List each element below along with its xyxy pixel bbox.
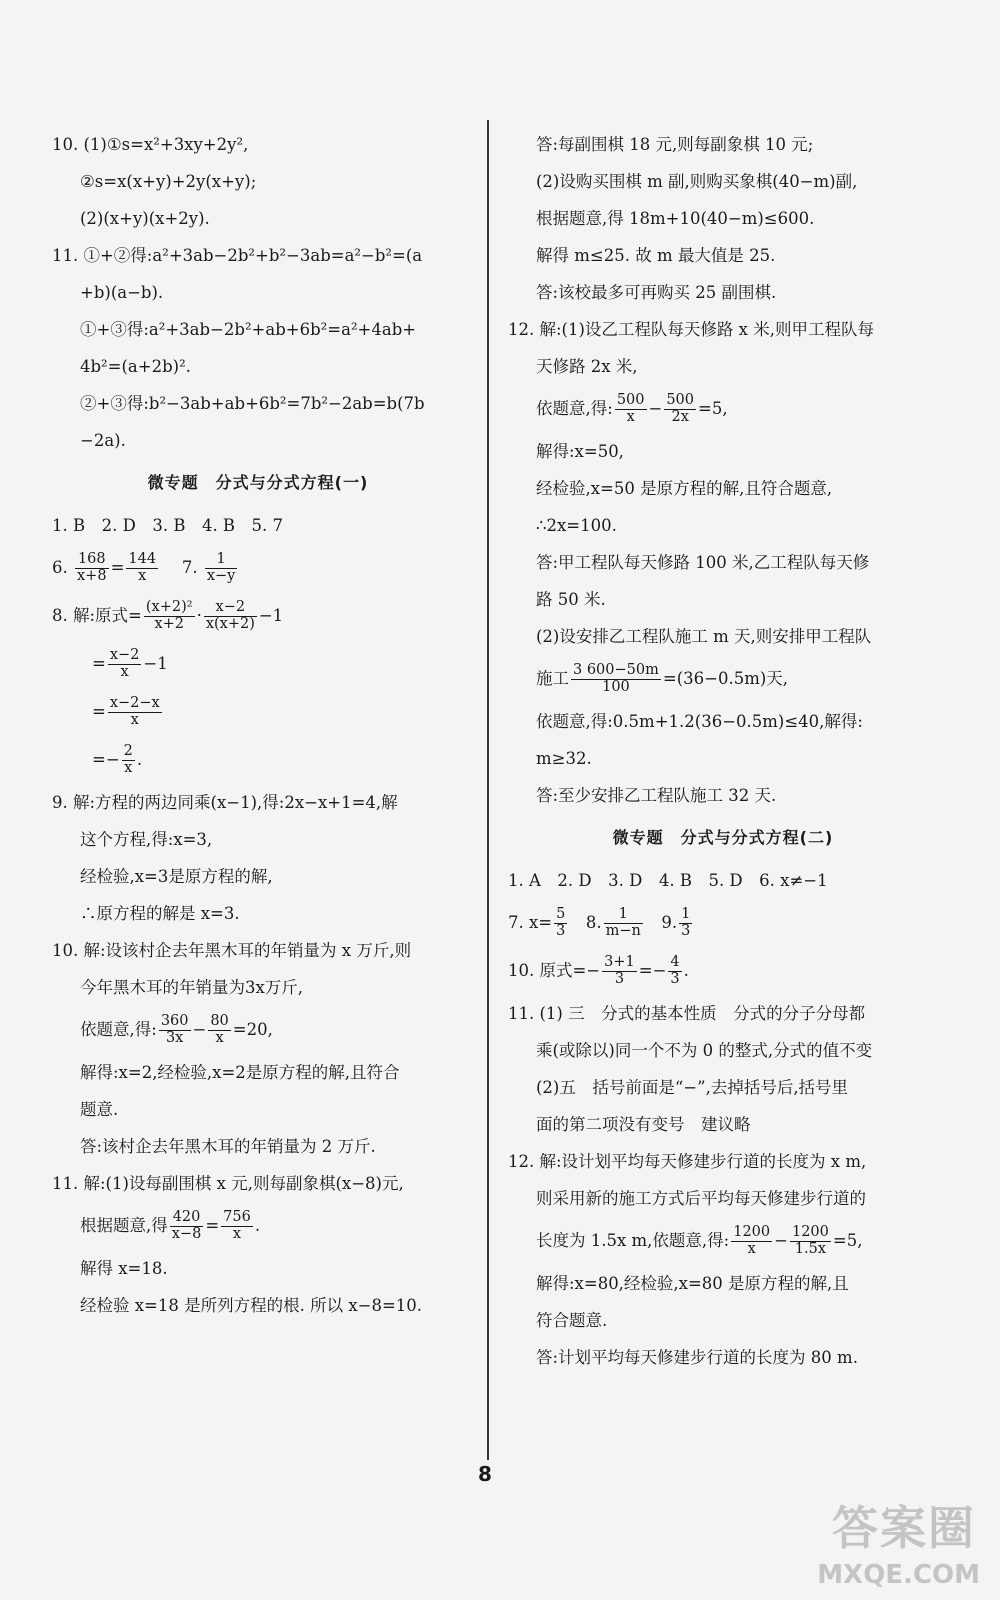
fraction: $\frac{4}{3}$ bbox=[670, 954, 680, 987]
answer-line: ①+③得:a²+3ab−2b²+ab+6b²=a²+4ab+ bbox=[80, 320, 417, 339]
fraction: $\frac{3+1}{3}$ bbox=[604, 954, 635, 987]
answer-line: 12. 解:设计划平均每天修建步行道的长度为 x m, bbox=[508, 1152, 867, 1171]
section-heading: 微专题 分式与分式方程(二) bbox=[612, 828, 834, 847]
answer-line: 答:每副围棋 18 元,则每副象棋 10 元; bbox=[536, 135, 814, 154]
answer-line: 答:甲工程队每天修路 100 米,乙工程队每天修 bbox=[536, 553, 870, 572]
answer-line: m≥32. bbox=[536, 749, 592, 768]
watermark-logo-text: 答案圈 bbox=[832, 1501, 976, 1555]
answer-line: (2)设购买围棋 m 副,则购买象棋(40−m)副, bbox=[536, 172, 858, 191]
fraction: $\frac{5}{3}$ bbox=[556, 906, 566, 939]
fraction: $\frac{1}{3}$ bbox=[681, 906, 691, 939]
fraction: $\frac{500}{x}$ bbox=[616, 392, 645, 425]
fraction: $\frac{1}{x-y}$ bbox=[206, 551, 236, 584]
answer-line: (2)五 括号前面是“−”,去掉括号后,括号里 bbox=[536, 1078, 849, 1097]
answer-line: 依题意,得:0.5m+1.2(36−0.5m)≤40,解得: bbox=[536, 712, 863, 731]
answer-line: 1. B 2. D 3. B 4. B 5. 7 bbox=[52, 516, 284, 535]
fraction: $\frac{\text{(x+2)²}}{x+2}$ bbox=[145, 599, 193, 632]
answer-line-q8-step: = $\frac{x-2-x}{x}$ bbox=[92, 695, 160, 728]
fraction: $\frac{168}{x+8}$ bbox=[77, 551, 107, 584]
answer-line: 路 50 米. bbox=[536, 590, 606, 609]
answer-line: 面的第二项没有变号 建议略 bbox=[536, 1115, 751, 1134]
answer-line-q8-step: = $\frac{x-2}{x}$ −1 bbox=[92, 647, 168, 680]
fraction: $\frac{x-2-x}{x}$ bbox=[109, 695, 160, 728]
answer-line: 经检验,x=3是原方程的解, bbox=[80, 867, 273, 886]
section-heading: 微专题 分式与分式方程(一) bbox=[147, 473, 369, 492]
answer-line: 答:至少安排乙工程队施工 32 天. bbox=[536, 786, 777, 805]
answer-line: 4b²=(a+2b)². bbox=[80, 357, 191, 376]
answer-line-q8-step: =− $\frac{2}{x}$ . bbox=[92, 743, 143, 776]
page-number: 8 bbox=[478, 1462, 492, 1486]
answer-line: 解得 m≤25. 故 m 最大值是 25. bbox=[536, 246, 776, 265]
answer-line: 解得 x=18. bbox=[80, 1259, 168, 1278]
answer-line-q6-q7: 6. $\frac{168}{x+8}$ = $\frac{144}{x}$ 7. $\frac{1}{x-y}$ bbox=[52, 551, 236, 584]
column-divider bbox=[487, 120, 489, 1460]
fraction: $\frac{1200}{x}$ bbox=[733, 1224, 771, 1257]
answer-line: 符合题意. bbox=[536, 1311, 608, 1330]
fraction: $\frac{x-2}{x(x+2)}$ bbox=[205, 599, 255, 632]
question-number: 7. bbox=[181, 558, 198, 577]
answer-line: 题意. bbox=[80, 1100, 119, 1119]
answer-line: 1. A 2. D 3. D 4. B 5. D 6. x≠−1 bbox=[508, 871, 828, 890]
answer-line-r-eq: 7. x= $\frac{5}{3}$ 8. $\frac{1}{m-n}$ 9. $\frac{1}{3}$ bbox=[508, 906, 691, 939]
answer-line: 11. (1) 三 分式的基本性质 分式的分子分母都 bbox=[508, 1004, 866, 1023]
question-number: 6. bbox=[52, 558, 68, 577]
answer-line-q8: 8. 解:原式= $\frac{\text{(x+2)²}}{x+2}$ · $\frac{x-2}{x(x+2)}$ −1 bbox=[52, 599, 284, 632]
answer-line: −2a). bbox=[80, 431, 126, 450]
answer-line: (2)(x+y)(x+2y). bbox=[80, 209, 210, 228]
answer-line: 天修路 2x 米, bbox=[536, 357, 638, 376]
answer-line: 今年黑木耳的年销量为3x万斤, bbox=[80, 978, 304, 997]
watermark-logo bbox=[796, 1484, 986, 1594]
answer-line: 答:计划平均每天修建步行道的长度为 80 m. bbox=[536, 1348, 858, 1367]
answer-line: ②s=x(x+y)+2y(x+y); bbox=[80, 172, 257, 191]
answer-line: 乘(或除以)同一个不为 0 的整式,分式的值不变 bbox=[536, 1041, 873, 1060]
fraction: $\frac{3 600-50m}{100}$ bbox=[573, 662, 659, 695]
answer-line: ∴原方程的解是 x=3. bbox=[80, 904, 240, 923]
answer-line: 答:该村企去年黑木耳的年销量为 2 万斤. bbox=[80, 1137, 376, 1156]
fraction: $\frac{144}{x}$ bbox=[128, 551, 157, 584]
answer-line: 11. 解:(1)设每副围棋 x 元,则每副象棋(x−8)元, bbox=[52, 1174, 404, 1193]
answer-line: 答:该校最多可再购买 25 副围棋. bbox=[536, 283, 777, 302]
answer-line: (2)设安排乙工程队施工 m 天,则安排甲工程队 bbox=[536, 627, 872, 646]
answer-line: 解得:x=2,经检验,x=2是原方程的解,且符合 bbox=[80, 1063, 400, 1082]
fraction: $\frac{80}{x}$ bbox=[210, 1013, 229, 1046]
answer-line: 11. ①+②得:a²+3ab−2b²+b²−3ab=a²−b²=(a bbox=[52, 246, 423, 265]
answer-line: +b)(a−b). bbox=[80, 283, 164, 302]
answer-line: 10. (1)①s=x²+3xy+2y², bbox=[52, 135, 249, 154]
answer-line-r-eq: 长度为 1.5x m,依题意,得: $\frac{1200}{x}$ − $\frac{1200}{1.5x}$ =5, bbox=[536, 1224, 863, 1257]
answer-line: ②+③得:b²−3ab+ab+6b²=7b²−2ab=b(7b bbox=[80, 394, 425, 413]
answer-line: 则采用新的施工方式后平均每天修建步行道的 bbox=[536, 1189, 866, 1208]
fraction: $\frac{420}{x-8}$ bbox=[171, 1209, 202, 1242]
answer-line-q11-eq: 根据题意,得 $\frac{420}{x-8}$ = $\frac{756}{x}$ . bbox=[80, 1209, 261, 1242]
answer-line-r-eq: 施工 $\frac{3 600-50m}{100}$ =(36−0.5m)天, bbox=[536, 662, 789, 695]
fraction: $\frac{x-2}{x}$ bbox=[109, 647, 140, 680]
answer-line: 经检验 x=18 是所列方程的根. 所以 x−8=10. bbox=[80, 1296, 423, 1315]
fraction: $\frac{2}{x}$ bbox=[123, 743, 133, 776]
answer-line-q10-eq: 依题意,得: $\frac{360}{3x}$ − $\frac{80}{x}$ =20, bbox=[80, 1013, 273, 1046]
left-column bbox=[52, 126, 464, 1324]
answer-line-r-eq: 依题意,得: $\frac{500}{x}$ − $\frac{500}{2x}$ =5, bbox=[536, 392, 728, 425]
fraction: $\frac{500}{2x}$ bbox=[666, 392, 695, 425]
answer-line: 经检验,x=50 是原方程的解,且符合题意, bbox=[536, 479, 833, 498]
fraction: $\frac{756}{x}$ bbox=[223, 1209, 251, 1242]
fraction: $\frac{1}{m-n}$ bbox=[605, 906, 641, 939]
fraction: $\frac{360}{3x}$ bbox=[160, 1013, 189, 1046]
answer-line: 解得:x=50, bbox=[536, 442, 624, 461]
answer-line: 12. 解:(1)设乙工程队每天修路 x 米,则甲工程队每 bbox=[508, 320, 874, 339]
answer-line: 根据题意,得 18m+10(40−m)≤600. bbox=[536, 209, 815, 228]
answer-line: 10. 解:设该村企去年黑木耳的年销量为 x 万斤,则 bbox=[52, 941, 412, 960]
answer-line: 这个方程,得:x=3, bbox=[80, 830, 213, 849]
answer-line-r-eq: 10. 原式=− $\frac{3+1}{3}$ =− $\frac{4}{3}$ . bbox=[508, 954, 689, 987]
watermark-site: MXQE.COM bbox=[817, 1560, 980, 1590]
answer-line: ∴2x=100. bbox=[536, 516, 617, 535]
right-column bbox=[508, 126, 938, 1376]
answer-line: 9. 解:方程的两边同乘(x−1),得:2x−x+1=4,解 bbox=[52, 793, 398, 812]
fraction: $\frac{1200}{1.5x}$ bbox=[791, 1224, 829, 1257]
answer-line: 解得:x=80,经检验,x=80 是原方程的解,且 bbox=[536, 1274, 849, 1293]
